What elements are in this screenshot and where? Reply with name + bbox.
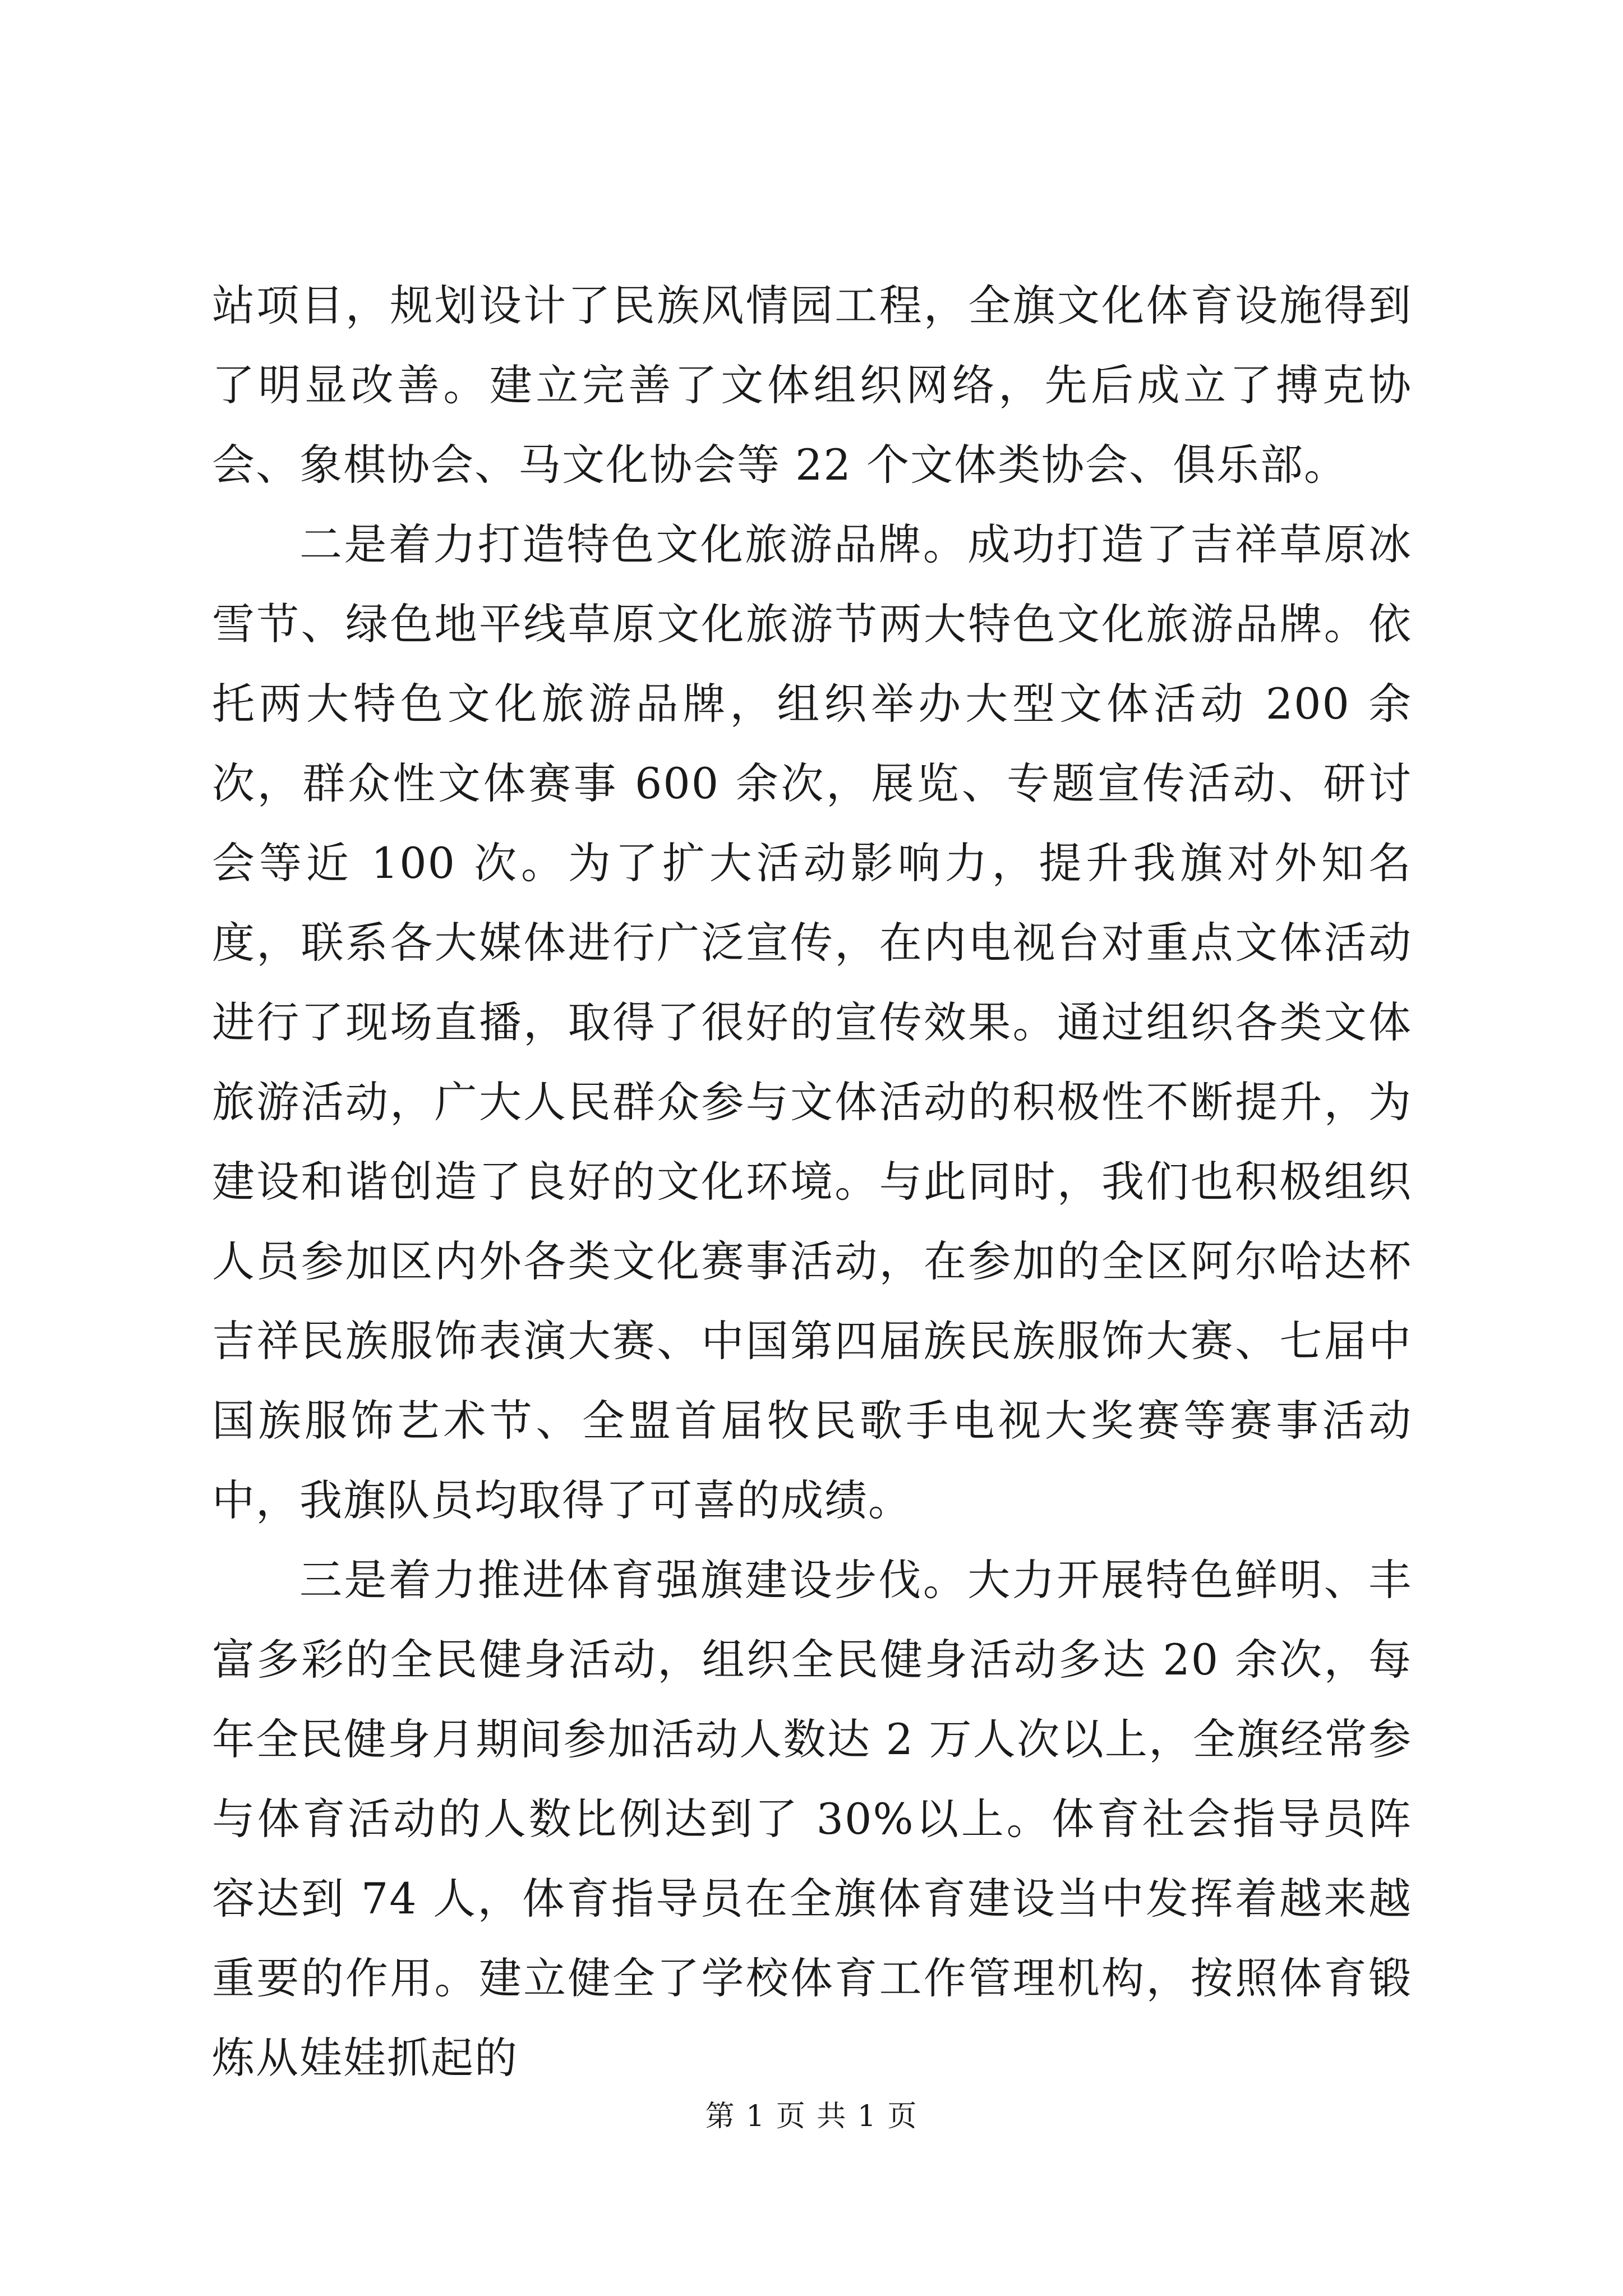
paragraph-sports-development: 三是着力推进体育强旗建设步伐。大力开展特色鲜明、丰富多彩的全民健身活动，组织全民健身活动多达 20 余次，每年全民健身月期间参加活动人数达 2 万人次以上，全旗经常参与体育活动的人数比例达到了 30%以上。体育社会指导员阵容达到 74 人，体育指导员在全旗体育建设当中发挥着越来越重要的作用。建立健全了学校体育工作管理机构，按照体育锻炼从娃娃抓起的 (212, 1555, 1412, 2083)
document-body (212, 266, 1412, 2098)
paragraph-culture-tourism-brand: 二是着力打造特色文化旅游品牌。成功打造了吉祥草原冰雪节、绿色地平线草原文化旅游节两大特色文化旅游品牌。依托两大特色文化旅游品牌，组织举办大型文体活动 200 余次，群众性文体赛事 600 余次，展览、专题宣传活动、研讨会等近 100 次。为了扩大活动影响力，提升我旗对外知名度，联系各大媒体进行广泛宣传，在内电视台对重点文体活动进行了现场直播，取得了很好的宣传效果。通过组织各类文体旅游活动，广大人民群众参与文体活动的积极性不断提升，为建设和谐创造了良好的文化环境。与此同时，我们也积极组织人员参加区内外各类文化赛事活动，在参加的全区阿尔哈达杯吉祥民族服饰表演大赛、中国第四届族民族服饰大赛、七届中国族服饰艺术节、全盟首届牧民歌手电视大奖赛等赛事活动中，我旗队员均取得了可喜的成绩。 (212, 519, 1412, 1525)
paragraph-continuation: 站项目，规划设计了民族风情园工程，全旗文化体育设施得到了明显改善。建立完善了文体组织网络，先后成立了搏克协会、象棋协会、马文化协会等 22 个文体类协会、俱乐部。 (212, 280, 1412, 490)
page-footer: 第 1 页 共 1 页 (705, 2100, 918, 2133)
